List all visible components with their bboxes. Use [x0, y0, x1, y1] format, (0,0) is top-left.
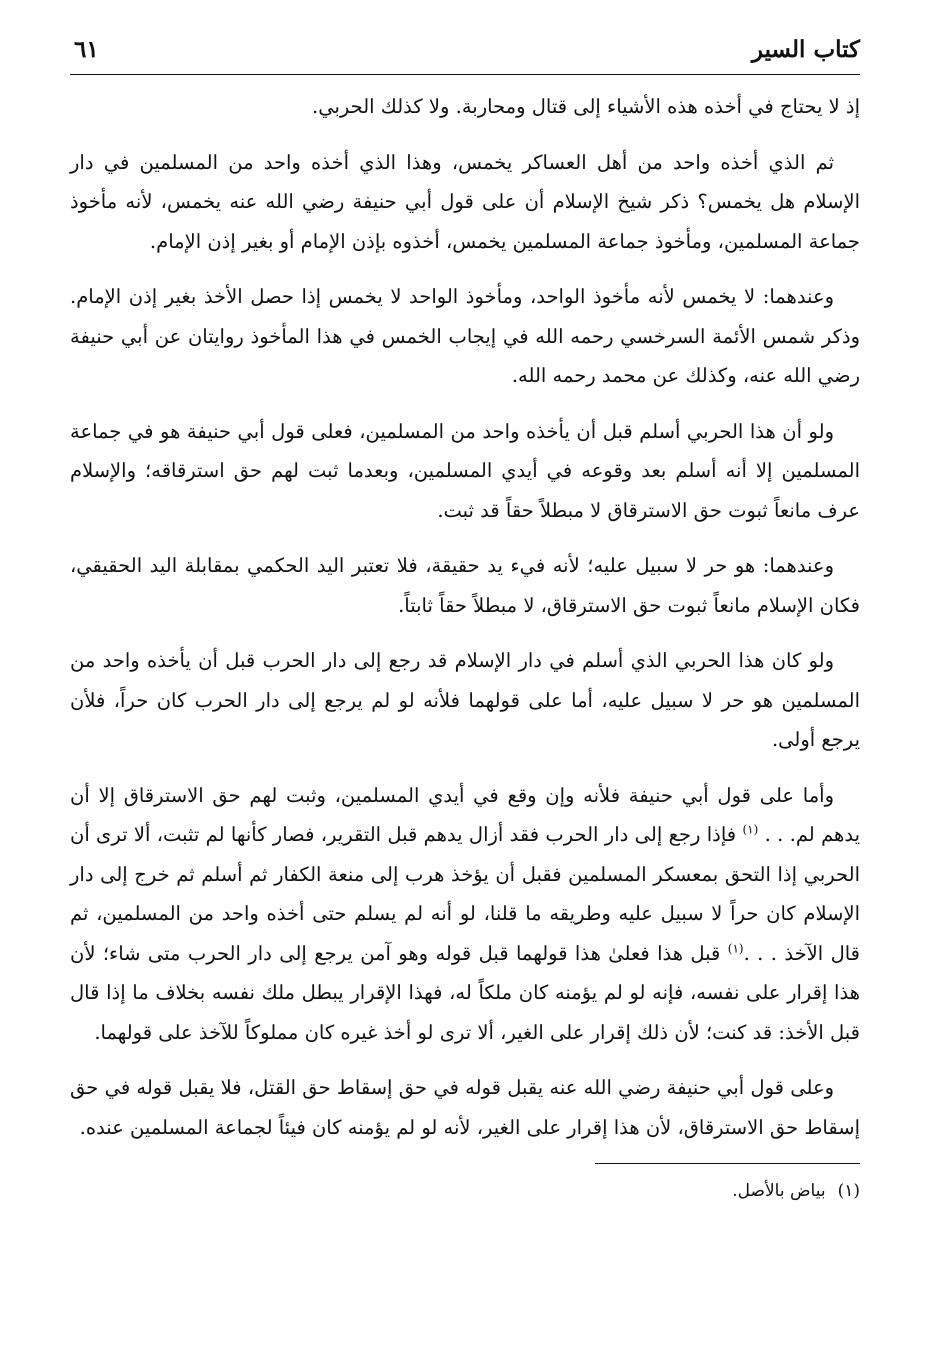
running-title: كتاب السير — [751, 36, 860, 63]
paragraph-2: ثم الذي أخذه واحد من أهل العساكر يخمس، وهذا الذي أخذه واحد من المسلمين في دار الإسلام هل يخمس؟ ذكر شيخ الإسلام أن على قول أبي حنيفة رضي الله عنه يخمس، لأنه مأخوذ جماعة المسلمين، ومأخوذ جماعة المسلمين يخمس، أخذوه بإذن الإمام أو بغير إذن الإمام. — [70, 150, 860, 253]
footnote-reference-1[interactable]: (١) — [742, 822, 759, 837]
paragraph-7-part-3: قبل هذا فعلىٰ هذا قولهما قبل قوله وهو آمن يرجع إلى دار الحرب متى شاء؛ لأن هذا إقرار على نفسه، فإنه لو لم يؤمنه كان ملكاً له، فهذا الإقرار يبطل ملك نفسه بخلاف ما إذا قال قبل الأخذ: قد كنت؛ لأن ذلك إقرار على الغير، ألا ترى لو أخذ غيره كان مملوكاً للآخذ على قولهما. — [70, 941, 860, 1044]
paragraph-6: ولو كان هذا الحربي الذي أسلم في دار الإسلام قد رجع إلى دار الحرب قبل أن يأخذه واحد من المسلمين هو حر لا سبيل عليه، أما على قولهما فلأنه لو لم يرجع إلى دار الحرب كان حراً، فلأن يرجع أولى. — [70, 649, 860, 751]
paragraph-1: إذ لا يحتاج في أخذه هذه الأشياء إلى قتال ومحاربة. ولا كذلك الحربي. — [312, 95, 860, 118]
footnote-divider — [595, 1163, 860, 1164]
paragraph-8: وعلى قول أبي حنيفة رضي الله عنه يقبل قوله في حق إسقاط حق القتل، فلا يقبل قوله في حق إسقاط حق الاسترقاق، لأن هذا إقرار على الغير، لأنه لو لم يؤمنه كان فيئاً لجماعة المسلمين عنده. — [70, 1076, 860, 1139]
paragraph-7-part-1: وأما على قول أبي حنيفة فلأنه وإن وقع في أيدي المسلمين، وثبت لهم حق الاسترقاق إلا أن يدهم لم. . . — [70, 783, 860, 846]
paragraph-7 — [70, 776, 860, 1053]
footnote-reference-2[interactable]: (١) — [727, 941, 744, 955]
footnote-text: بياض بالأصل. — [732, 1181, 826, 1201]
document-page — [70, 30, 860, 1206]
page-body — [70, 87, 860, 1147]
paragraph-7-part-2: فإذا رجع إلى دار الحرب فقد أزال يدهم قبل التقرير، فصار كأنها لم تثبت، ألا ترى أن الحربي إذا التحق بمعسكر المسلمين فقبل أن يؤخذ هرب إلى منعة الكفار ثم أسلم ثم خرج إلى دار الإسلام كان حراً لا سبيل عليه وطريقه ما قلنا، لو أنه لم يسلم حتى أخذه واحد من المسلمين، ثم قال الآخذ . . . — [70, 823, 860, 965]
page-header — [70, 30, 860, 75]
paragraph-4: ولو أن هذا الحربي أسلم قبل أن يأخذه واحد من المسلمين، فعلى قول أبي حنيفة هو في جماعة المسلمين إلا أنه أسلم بعد وقوعه في أيدي المسلمين، وبعدما ثبت لهم حق استرقاقه؛ والإسلام عرف مانعاً ثبوت حق الاسترقاق لا مبطلاً حقاً قد ثبت. — [70, 419, 860, 522]
footnote-1 — [70, 1176, 860, 1206]
footnote-marker: (١) — [837, 1181, 860, 1201]
page-number: ٦١ — [74, 36, 99, 63]
paragraph-5: وعندهما: هو حر لا سبيل عليه؛ لأنه فيء يد حقيقة، فلا تعتبر اليد الحكمي بمقابلة اليد الحقيقي، فكان الإسلام مانعاً ثبوت حق الاسترقاق، لا مبطلاً حقاً ثابتاً. — [70, 554, 860, 617]
paragraph-3: وعندهما: لا يخمس لأنه مأخوذ الواحد، ومأخوذ الواحد لا يخمس إذا حصل الأخذ بغير إذن الإمام. وذكر شمس الأئمة السرخسي رحمه الله في إيجاب الخمس في هذا المأخوذ روايتان عن أبي حنيفة رضي الله عنه، وكذلك عن محمد رحمه الله. — [70, 285, 860, 387]
